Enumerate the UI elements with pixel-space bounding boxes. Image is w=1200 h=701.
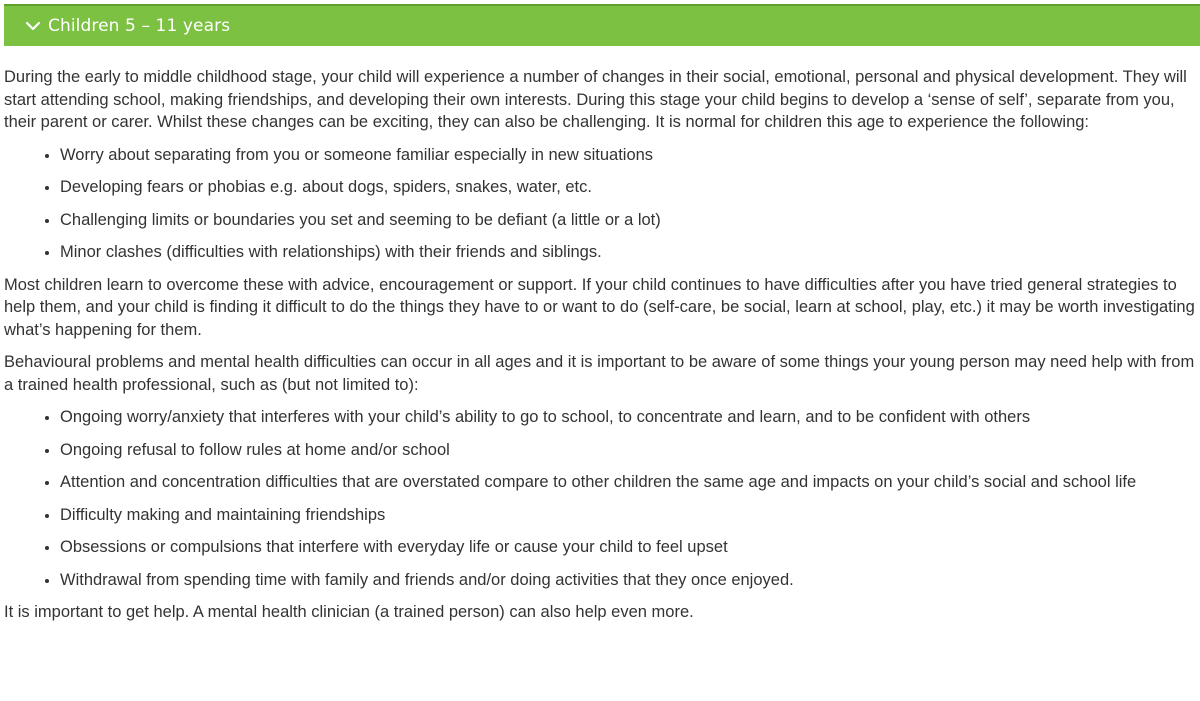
list-item: • Obsessions or compulsions that interfere with everyday life or cause your child to feel upset bbox=[60, 536, 1196, 559]
closing-paragraph: It is important to get help. A mental health clinician (a trained person) can also help even more. bbox=[4, 603, 694, 621]
list-item: • Minor clashes (difficulties with relationships) with their friends and siblings. bbox=[60, 241, 1196, 264]
list-item: • Withdrawal from spending time with family and friends and/or doing activities that they once enjoyed. bbox=[60, 569, 1196, 592]
normal-behaviours-list bbox=[4, 144, 1196, 264]
intro-paragraph: During the early to middle childhood stage, your child will experience a number of changes in their social, emotional, personal and physical development. They will start attending school, making friendships, and developing their own interests. During this stage your child begins to develop a ‘sense of self’, separate from you, their parent or carer. Whilst these changes can be exciting, they can also be challenging. It is normal for children this age to experience the following: bbox=[4, 68, 1187, 131]
accordion-header-children-5-11[interactable] bbox=[4, 4, 1200, 46]
chevron-down-icon bbox=[20, 16, 46, 36]
concerns-list bbox=[4, 406, 1196, 591]
list-item: • Challenging limits or boundaries you set and seeming to be defiant (a little or a lot) bbox=[60, 209, 1196, 232]
list-item: • Difficulty making and maintaining friendships bbox=[60, 504, 1196, 527]
list-item: • Attention and concentration difficulties that are overstated compare to other children the same age and impacts on your child’s social and school life bbox=[60, 471, 1196, 494]
concerns-intro-paragraph: Behavioural problems and mental health difficulties can occur in all ages and it is important to be aware of some things your young person may need help with from a trained health professional, such as (but not limited to): bbox=[4, 353, 1195, 394]
list-item: • Ongoing worry/anxiety that interferes with your child’s ability to go to school, to concentrate and learn, and to be confident with others bbox=[60, 406, 1196, 429]
list-item: • Ongoing refusal to follow rules at home and/or school bbox=[60, 439, 1196, 462]
list-item: • Worry about separating from you or someone familiar especially in new situations bbox=[60, 144, 1196, 167]
support-paragraph: Most children learn to overcome these with advice, encouragement or support. If your child continues to have difficulties after you have tried general strategies to help them, and your child is finding it difficult to do the things they have to or want to do (self-care, be social, learn at school, play, etc.) it may be worth investigating what’s happening for them. bbox=[4, 275, 1195, 339]
list-item: • Developing fears or phobias e.g. about dogs, spiders, snakes, water, etc. bbox=[60, 176, 1196, 199]
accordion-panel bbox=[4, 66, 1196, 634]
accordion-title: Children 5 – 11 years bbox=[48, 16, 231, 36]
